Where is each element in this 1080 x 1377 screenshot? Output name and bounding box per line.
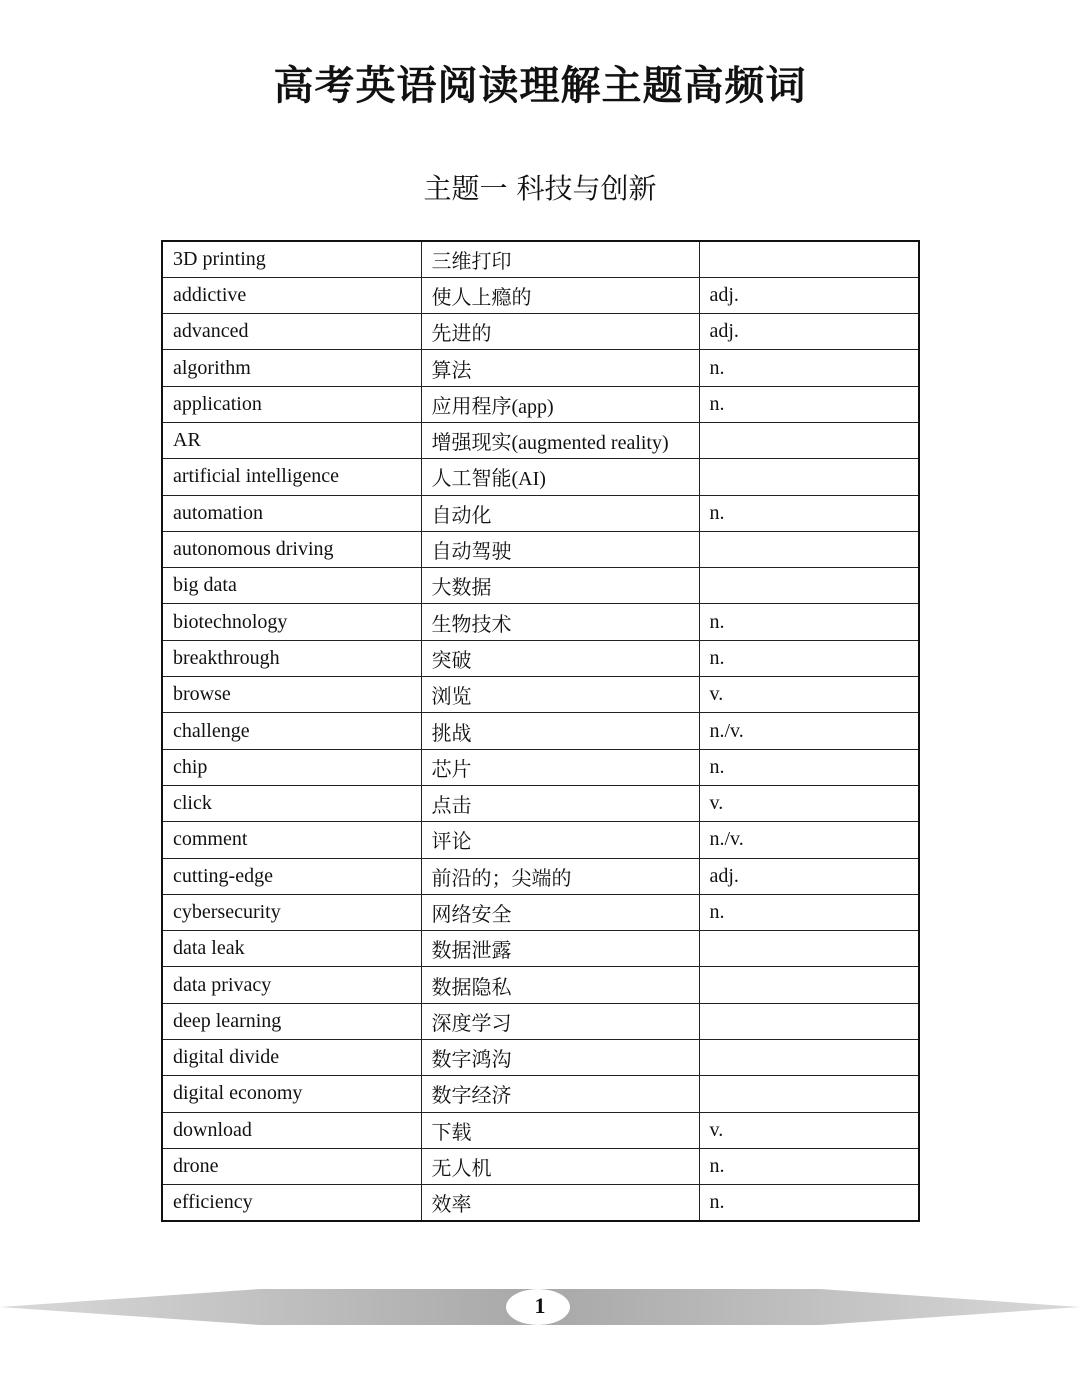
- table-row: [162, 350, 919, 386]
- table-row: [162, 967, 919, 1003]
- chinese-meaning-cell: 前沿的；尖端的: [421, 858, 699, 894]
- english-term-cell: biotechnology: [162, 604, 421, 640]
- english-term-cell: cybersecurity: [162, 894, 421, 930]
- table-row: [162, 894, 919, 930]
- chinese-meaning-cell: 芯片: [421, 749, 699, 785]
- chinese-meaning-cell: 深度学习: [421, 1003, 699, 1039]
- chinese-meaning-cell: 评论: [421, 822, 699, 858]
- part-of-speech-cell: n.: [699, 894, 919, 930]
- part-of-speech-cell: n./v.: [699, 713, 919, 749]
- english-term-cell: AR: [162, 422, 421, 458]
- part-of-speech-cell: [699, 531, 919, 567]
- part-of-speech-cell: n.: [699, 604, 919, 640]
- page-number: 1: [534, 1293, 546, 1318]
- english-term-cell: autonomous driving: [162, 531, 421, 567]
- table-row: [162, 568, 919, 604]
- table-row: [162, 1148, 919, 1184]
- part-of-speech-cell: [699, 1076, 919, 1112]
- chinese-meaning-cell: 数据隐私: [421, 967, 699, 1003]
- table-row: [162, 858, 919, 894]
- chinese-meaning-cell: 增强现实(augmented reality): [421, 422, 699, 458]
- table-row: [162, 277, 919, 313]
- page-title: 高考英语阅读理解主题高频词: [273, 62, 807, 109]
- chinese-meaning-cell: 数字鸿沟: [421, 1040, 699, 1076]
- part-of-speech-cell: [699, 931, 919, 967]
- table-row: [162, 386, 919, 422]
- table-row: [162, 713, 919, 749]
- part-of-speech-cell: v.: [699, 677, 919, 713]
- part-of-speech-cell: [699, 459, 919, 495]
- part-of-speech-cell: [699, 568, 919, 604]
- english-term-cell: advanced: [162, 314, 421, 350]
- part-of-speech-cell: [699, 241, 919, 277]
- english-term-cell: data privacy: [162, 967, 421, 1003]
- table-row: [162, 1076, 919, 1112]
- table-row: [162, 1040, 919, 1076]
- table-row: [162, 1003, 919, 1039]
- part-of-speech-cell: n.: [699, 640, 919, 676]
- part-of-speech-cell: n.: [699, 495, 919, 531]
- part-of-speech-cell: [699, 967, 919, 1003]
- chinese-meaning-cell: 浏览: [421, 677, 699, 713]
- table-row: [162, 604, 919, 640]
- english-term-cell: algorithm: [162, 350, 421, 386]
- english-term-cell: data leak: [162, 931, 421, 967]
- table-row: [162, 785, 919, 821]
- part-of-speech-cell: v.: [699, 785, 919, 821]
- chinese-meaning-cell: 先进的: [421, 314, 699, 350]
- english-term-cell: breakthrough: [162, 640, 421, 676]
- table-row: [162, 749, 919, 785]
- part-of-speech-cell: n.: [699, 1185, 919, 1221]
- table-row: [162, 677, 919, 713]
- chinese-meaning-cell: 网络安全: [421, 894, 699, 930]
- chinese-meaning-cell: 自动化: [421, 495, 699, 531]
- chinese-meaning-cell: 点击: [421, 785, 699, 821]
- part-of-speech-cell: n.: [699, 749, 919, 785]
- chinese-meaning-cell: 应用程序(app): [421, 386, 699, 422]
- english-term-cell: cutting-edge: [162, 858, 421, 894]
- english-term-cell: comment: [162, 822, 421, 858]
- chinese-meaning-cell: 生物技术: [421, 604, 699, 640]
- part-of-speech-cell: adj.: [699, 314, 919, 350]
- part-of-speech-cell: adj.: [699, 277, 919, 313]
- english-term-cell: automation: [162, 495, 421, 531]
- english-term-cell: efficiency: [162, 1185, 421, 1221]
- table-row: [162, 931, 919, 967]
- chinese-meaning-cell: 数字经济: [421, 1076, 699, 1112]
- english-term-cell: click: [162, 785, 421, 821]
- section-title: 主题一 科技与创新: [423, 172, 657, 205]
- part-of-speech-cell: n.: [699, 386, 919, 422]
- chinese-meaning-cell: 自动驾驶: [421, 531, 699, 567]
- part-of-speech-cell: [699, 1040, 919, 1076]
- part-of-speech-cell: n./v.: [699, 822, 919, 858]
- table-row: [162, 422, 919, 458]
- table-row: [162, 314, 919, 350]
- english-term-cell: digital economy: [162, 1076, 421, 1112]
- chinese-meaning-cell: 效率: [421, 1185, 699, 1221]
- chinese-meaning-cell: 算法: [421, 350, 699, 386]
- table-row: [162, 531, 919, 567]
- part-of-speech-cell: v.: [699, 1112, 919, 1148]
- chinese-meaning-cell: 三维打印: [421, 241, 699, 277]
- english-term-cell: drone: [162, 1148, 421, 1184]
- english-term-cell: deep learning: [162, 1003, 421, 1039]
- english-term-cell: 3D printing: [162, 241, 421, 277]
- english-term-cell: digital divide: [162, 1040, 421, 1076]
- chinese-meaning-cell: 突破: [421, 640, 699, 676]
- chinese-meaning-cell: 人工智能(AI): [421, 459, 699, 495]
- english-term-cell: chip: [162, 749, 421, 785]
- table-row: [162, 241, 919, 277]
- part-of-speech-cell: [699, 422, 919, 458]
- table-row: [162, 640, 919, 676]
- table-row: [162, 1185, 919, 1221]
- chinese-meaning-cell: 挑战: [421, 713, 699, 749]
- table-row: [162, 459, 919, 495]
- english-term-cell: application: [162, 386, 421, 422]
- part-of-speech-cell: adj.: [699, 858, 919, 894]
- chinese-meaning-cell: 下载: [421, 1112, 699, 1148]
- part-of-speech-cell: n.: [699, 1148, 919, 1184]
- chinese-meaning-cell: 使人上瘾的: [421, 277, 699, 313]
- chinese-meaning-cell: 无人机: [421, 1148, 699, 1184]
- part-of-speech-cell: n.: [699, 350, 919, 386]
- english-term-cell: big data: [162, 568, 421, 604]
- table-row: [162, 822, 919, 858]
- vocabulary-table-body: [162, 241, 919, 1221]
- chinese-meaning-cell: 大数据: [421, 568, 699, 604]
- english-term-cell: browse: [162, 677, 421, 713]
- vocabulary-table: [161, 240, 920, 1222]
- english-term-cell: addictive: [162, 277, 421, 313]
- english-term-cell: artificial intelligence: [162, 459, 421, 495]
- table-row: [162, 1112, 919, 1148]
- english-term-cell: download: [162, 1112, 421, 1148]
- chinese-meaning-cell: 数据泄露: [421, 931, 699, 967]
- part-of-speech-cell: [699, 1003, 919, 1039]
- english-term-cell: challenge: [162, 713, 421, 749]
- table-row: [162, 495, 919, 531]
